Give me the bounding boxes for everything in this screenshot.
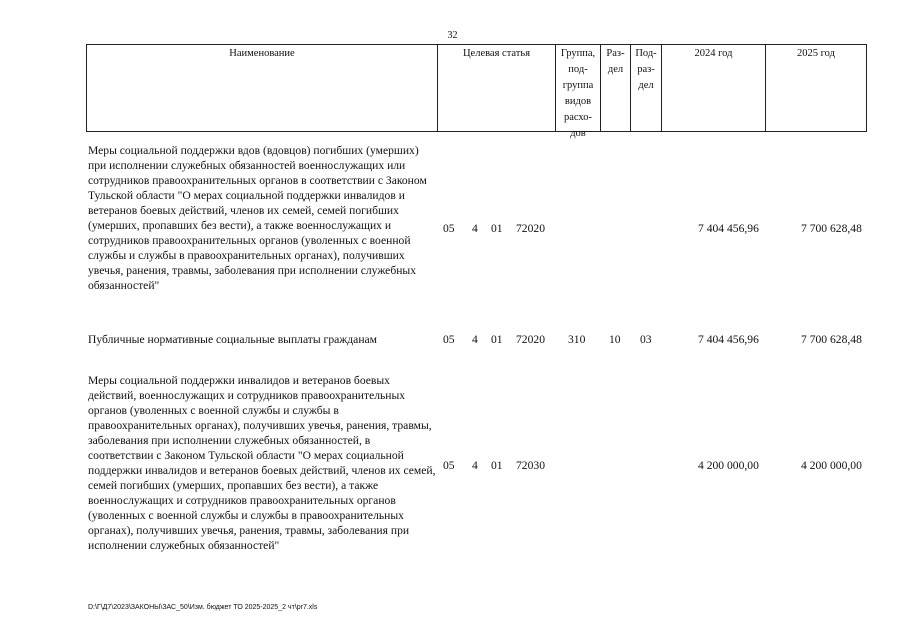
target-article-direction: 72030 (516, 459, 545, 472)
target-article-subprogram: 01 (491, 459, 503, 472)
row-name: Меры социальной поддержки инвалидов и ветеранов боевых действий, военнослужащих и сотрудников правоохранительных органов (уволенных с военной службы и службы в правоохранительных органах), получивших увечья, ранения, травмы, заболевания при исполнении служебных обязанностей, в соответствии с Законом Тульской области "О мерах социальной поддержки инвалидов и ветеранов боевых действий, членов их семей, семей погибших (умерших, пропавших без вести), а также военнослужащих и сотрудников правоохранительных органов (уволенных с военной службы и службы в правоохранительных органах), получивших увечья, ранения, травмы, заболевания при исполнении служебных обязанностей" (88, 374, 436, 552)
table-row (0, 373, 905, 568)
target-article-subprogram: 01 (491, 222, 503, 235)
table-row (0, 332, 905, 348)
amount-2024: 7 404 456,96 (698, 222, 759, 235)
target-article-program: 05 (443, 222, 455, 235)
subsection: 03 (640, 333, 652, 346)
table-row (0, 143, 905, 318)
section: 10 (609, 333, 621, 346)
target-article-direction: 72020 (516, 222, 545, 235)
expense-group: 310 (568, 333, 586, 346)
target-article-subprogram: 01 (491, 333, 503, 346)
file-path-footer: D:\Г\Д7\2023\ЗАКОНЫ\ЗАС_50\Изм. бюджет ТО 2025-2025_2 чт\pr7.xls (88, 604, 318, 611)
header-expense-group: Группа, под- группа видов расхо- дов (555, 45, 600, 131)
target-article-type: 4 (472, 333, 478, 346)
target-article-program: 05 (443, 333, 455, 346)
row-name: Публичные нормативные социальные выплаты гражданам (88, 333, 377, 346)
amount-2025: 4 200 000,00 (801, 459, 862, 472)
header-subsection: Под- раз- дел (630, 45, 661, 131)
amount-2025: 7 700 628,48 (801, 222, 862, 235)
table-header (86, 44, 867, 139)
amount-2024: 4 200 000,00 (698, 459, 759, 472)
target-article-type: 4 (472, 222, 478, 235)
header-year-2024: 2024 год (661, 45, 765, 131)
page-number: 32 (447, 30, 458, 41)
target-article-program: 05 (443, 459, 455, 472)
target-article-direction: 72020 (516, 333, 545, 346)
amount-2024: 7 404 456,96 (698, 333, 759, 346)
header-section: Раз- дел (600, 45, 630, 131)
header-target-article: Целевая статья (437, 45, 555, 131)
header-name: Наименование (229, 48, 295, 59)
target-article-type: 4 (472, 459, 478, 472)
row-name: Меры социальной поддержки вдов (вдовцов) погибших (умерших) при исполнении служебных обязанностей военнослужащих или сотрудников правоохранительных органов в соответствии с Законом Тульской области "О мерах социальной поддержки инвалидов и ветеранов боевых действий, членов их семей, семей погибших (умерших, пропавших без вести), а также военнослужащих и сотрудников правоохранительных органов (уволенных с военной службы и службы в правоохранительных органах), получивших увечья, ранения, травмы, заболевания при исполнении служебных обязанностей" (88, 144, 427, 292)
amount-2025: 7 700 628,48 (801, 333, 862, 346)
header-year-2025: 2025 год (765, 45, 866, 131)
